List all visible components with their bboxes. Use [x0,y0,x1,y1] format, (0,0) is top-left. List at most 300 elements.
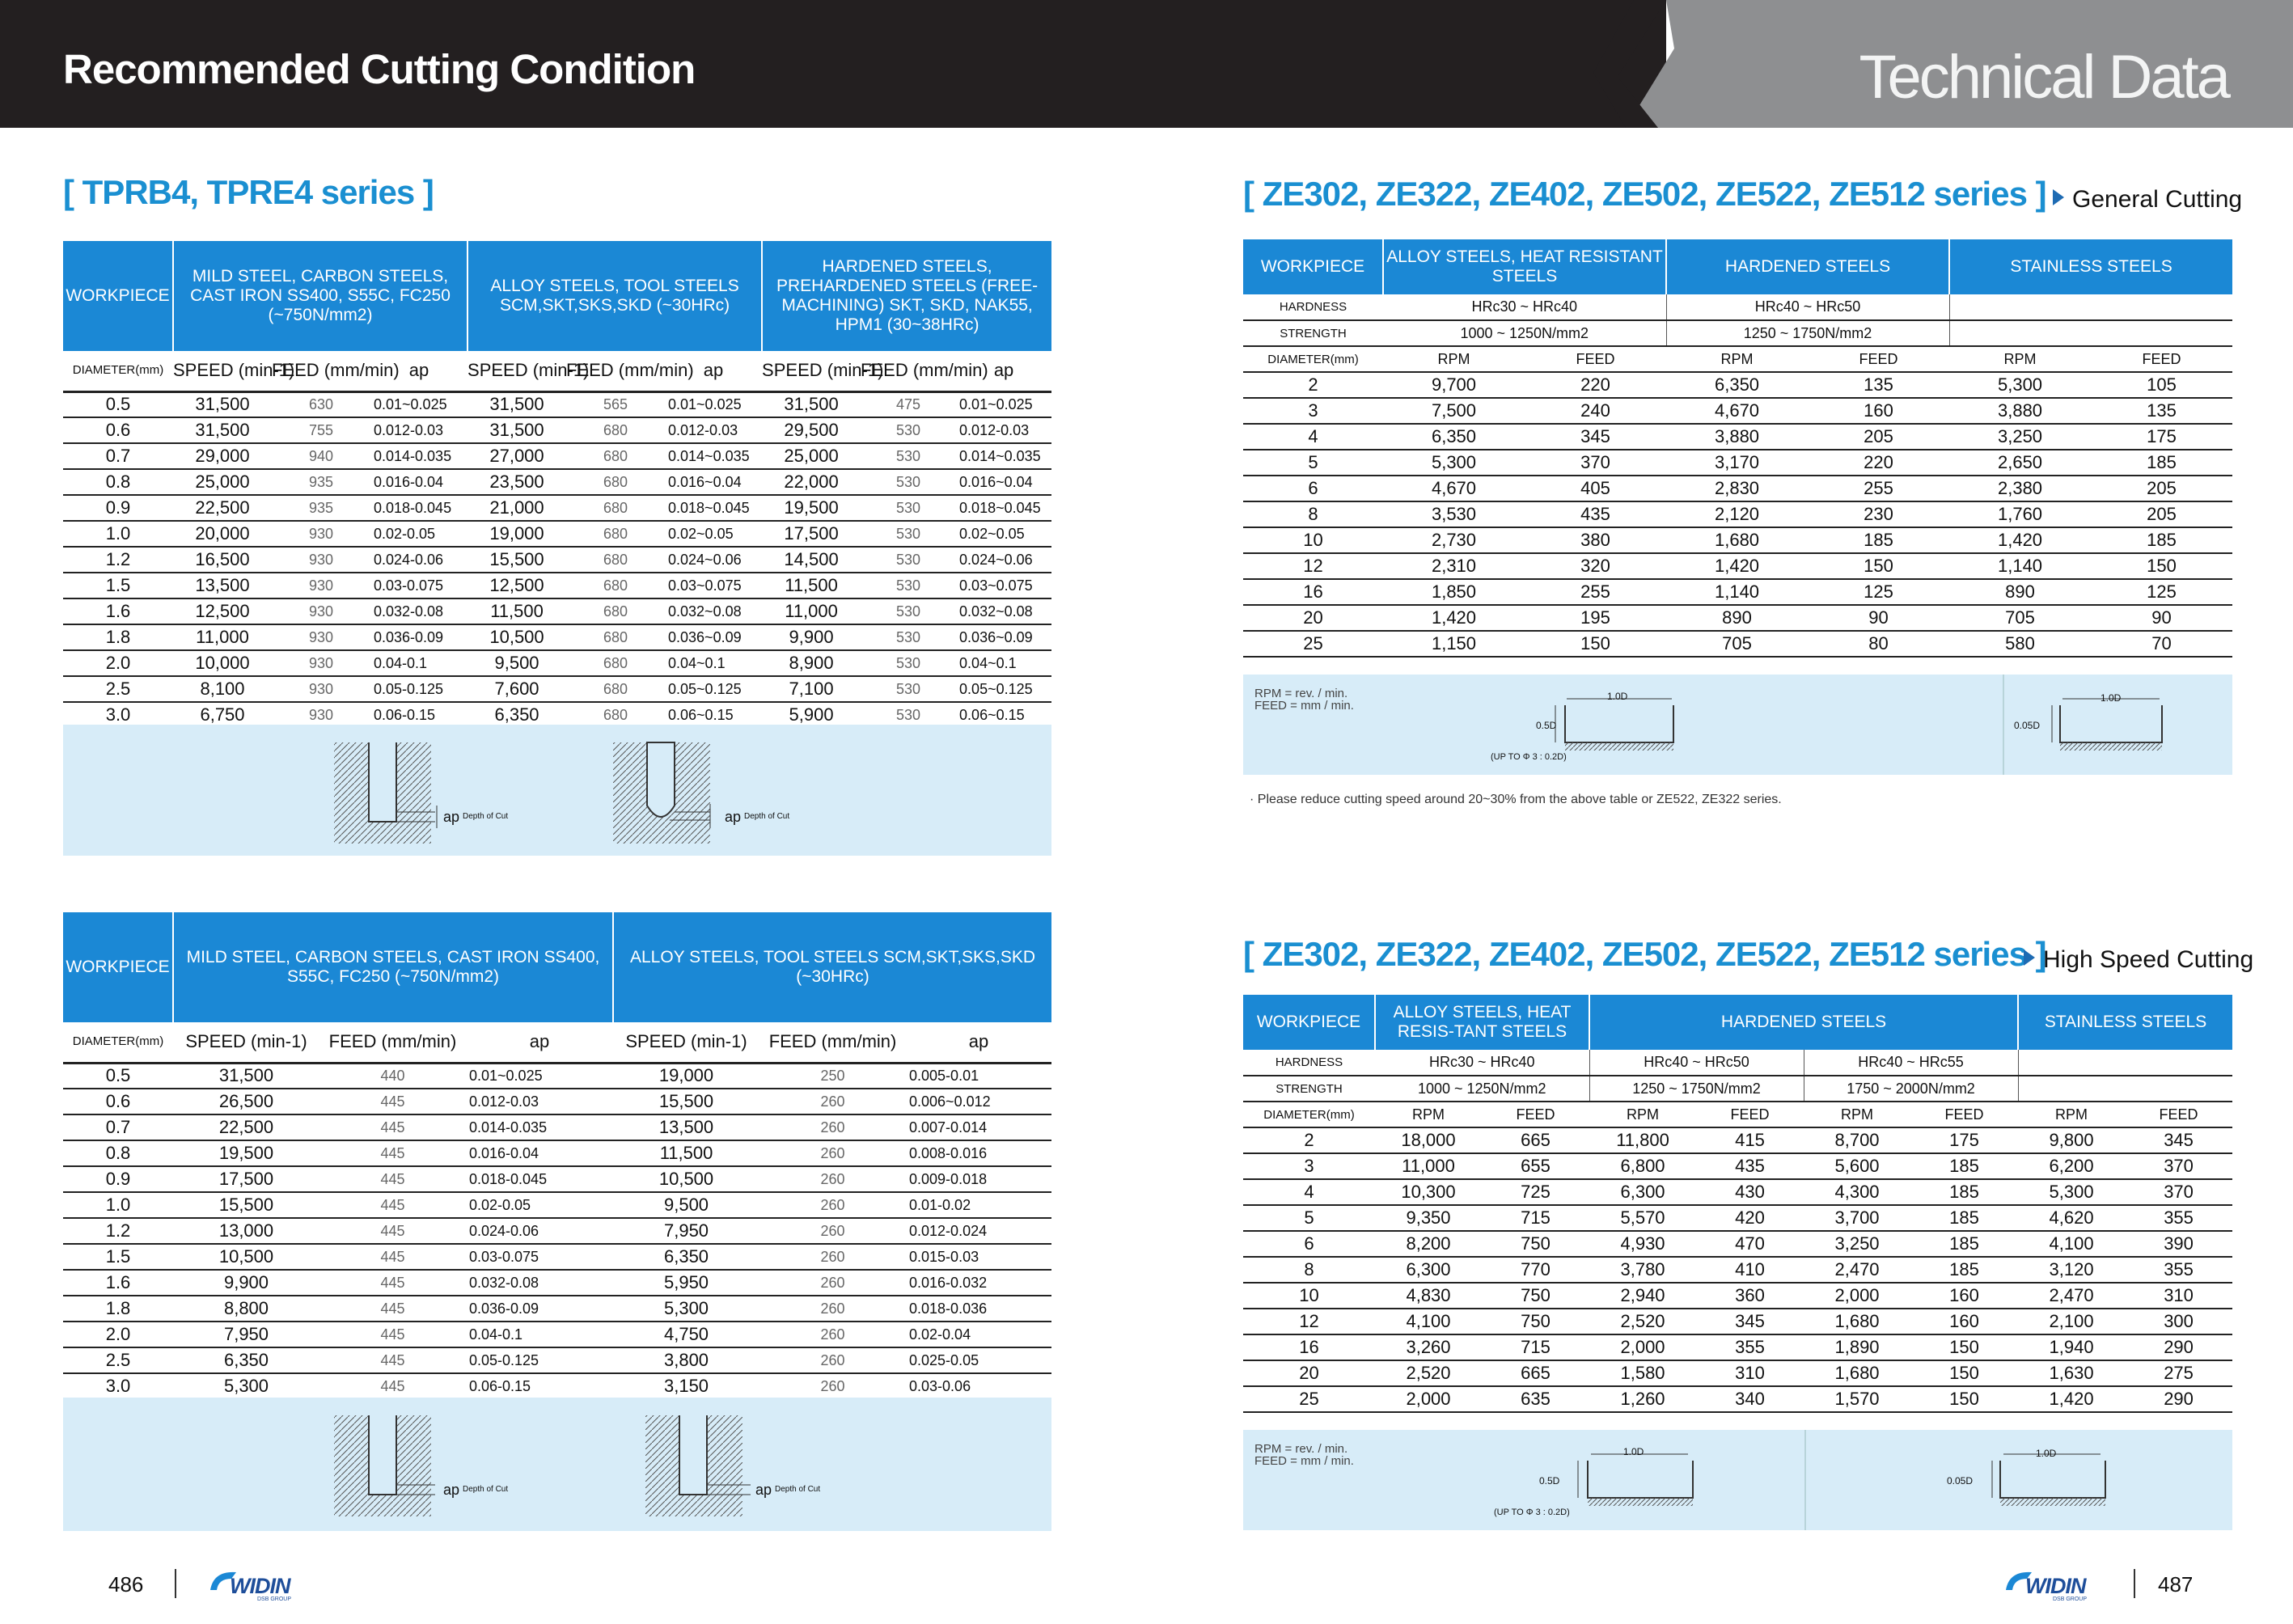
table-cell: 0.036-0.09 [370,624,467,650]
table-cell: 31,500 [467,417,566,443]
diameter-cell: 1.8 [63,624,173,650]
table-cell: 260 [759,1373,906,1399]
table-row [63,1322,1051,1347]
table-cell: 105 [2091,372,2232,398]
table-cell: 27,000 [467,443,566,469]
table-cell: 725 [1482,1179,1589,1205]
table-cell: 930 [272,650,370,676]
table-cell: 7,500 [1383,398,1525,424]
table-cell: 15,500 [467,547,566,573]
tprb4-diagram [63,725,1051,856]
table-cell: 4,100 [2018,1231,2125,1257]
table-cell: 445 [319,1244,466,1270]
table-cell: 11,000 [762,598,861,624]
col-header: ap [906,1022,1051,1063]
table-cell: 22,000 [762,469,861,495]
table-cell: 530 [861,702,956,728]
table-row [63,1166,1051,1192]
table-cell: 680 [566,650,665,676]
diameter-cell: 1.8 [63,1296,173,1322]
diameter-cell: 0.5 [63,391,173,417]
table-cell: 445 [319,1140,466,1166]
table-cell: 430 [1696,1179,1804,1205]
table-cell: 1,940 [2018,1334,2125,1360]
table-cell: 70 [2091,631,2232,657]
strength-value [2018,1076,2232,1102]
table-cell: 11,500 [613,1140,759,1166]
table-cell: 1,420 [1383,605,1525,631]
table-cell: 3,250 [1949,424,2091,450]
table-cell: 0.014-0.035 [466,1114,613,1140]
table-cell: 6,350 [1666,372,1808,398]
table-cell: 19,000 [613,1063,759,1089]
group-alloy-steel: ALLOY STEELS, HEAT RESIS-TANT STEELS [1375,995,1589,1050]
diameter-label: DIAMETER(mm) [63,351,173,391]
dim-005d: 0.05D [1947,1475,1974,1487]
table-cell: 0.05~0.125 [665,676,762,702]
col-header: RPM [1804,1102,1910,1127]
table-cell: 8,100 [173,676,272,702]
diameter-cell: 8 [1243,1257,1375,1283]
section-title-ze-general: [ ZE302, ZE322, ZE402, ZE502, ZE522, ZE512 series ] [1243,175,2046,213]
table-cell: 0.02-0.05 [370,521,467,547]
table-cell: 530 [861,443,956,469]
depth-of-cut-label: Depth of Cut [463,1485,509,1494]
hardness-label: HARDNESS [1243,1050,1375,1076]
group-mild-steel: MILD STEEL, CARBON STEELS, CAST IRON SS400, S55C, FC250 (~750N/mm2) [173,241,467,351]
table-cell: 3,530 [1383,501,1525,527]
section-label: Technical Data [1859,43,2228,112]
page-number-right: 487 [2158,1572,2194,1597]
dim-upto: (UP TO Φ 3 : 0.2D) [1491,752,1567,762]
diameter-cell: 4 [1243,424,1383,450]
col-header: SPEED (min-1) [173,351,272,391]
col-header: ap [370,351,467,391]
table-cell: 680 [566,676,665,702]
table-cell: 470 [1696,1231,1804,1257]
table-cell: 5,600 [1804,1153,1910,1179]
col-header: RPM [1666,346,1808,372]
diameter-cell: 10 [1243,527,1383,553]
table-cell: 205 [1808,424,1949,450]
strength-value: 1750 ~ 2000N/mm2 [1804,1076,2018,1102]
brand-name: WIDIN [2025,1574,2086,1598]
table-cell: 275 [2125,1360,2232,1386]
table-cell: 9,500 [613,1192,759,1218]
table-cell: 7,950 [613,1218,759,1244]
table-cell: 435 [1696,1153,1804,1179]
table-row [1243,1283,2232,1309]
table-cell: 20,000 [173,521,272,547]
table-row [1243,372,2232,398]
table-cell: 3,700 [1804,1205,1910,1231]
table-cell: 220 [1525,372,1666,398]
table-row [63,547,1051,573]
table-cell: 0.012-0.03 [956,417,1051,443]
table-cell: 29,500 [762,417,861,443]
group-hardened-steel: HARDENED STEELS [1666,239,1949,294]
table-cell: 0.05~0.125 [956,676,1051,702]
table-cell: 530 [861,676,956,702]
diameter-cell: 1.5 [63,1244,173,1270]
table-cell: 3,120 [2018,1257,2125,1283]
table-cell: 150 [1808,553,1949,579]
section-title-ze-highspeed: [ ZE302, ZE322, ZE402, ZE502, ZE522, ZE512 series ] [1243,935,2046,973]
table-cell: 0.014~0.035 [956,443,1051,469]
table-cell: 2,650 [1949,450,2091,476]
table-cell: 13,500 [613,1114,759,1140]
table-cell: 0.02~0.05 [665,521,762,547]
table-cell: 0.06-0.15 [466,1373,613,1399]
table-cell: 5,300 [1383,450,1525,476]
table-cell: 19,500 [173,1140,319,1166]
table-cell: 5,300 [613,1296,759,1322]
table-cell: 2,830 [1666,476,1808,501]
table-cell: 890 [1949,579,2091,605]
table-cell: 10,500 [613,1166,759,1192]
table-cell: 750 [1482,1309,1589,1334]
table-cell: 2,470 [2018,1283,2125,1309]
col-header: FEED [1910,1102,2018,1127]
table-cell: 185 [2091,450,2232,476]
table-row [63,1296,1051,1322]
table-cell: 0.014~0.035 [665,443,762,469]
col-header: RPM [1383,346,1525,372]
table-cell: 260 [759,1192,906,1218]
groove-diagram-icon [63,1398,1051,1531]
diameter-label: DIAMETER(mm) [1243,1102,1375,1127]
table-cell: 25,000 [762,443,861,469]
hardness-value: HRc30 ~ HRc40 [1383,294,1666,320]
table-cell: 1,260 [1589,1386,1696,1412]
table-cell: 10,000 [173,650,272,676]
diameter-cell: 0.5 [63,1063,173,1089]
table-cell: 175 [2091,424,2232,450]
diameter-cell: 10 [1243,1283,1375,1309]
table-cell: 0.03-0.06 [906,1373,1051,1399]
table-cell: 3,170 [1666,450,1808,476]
diameter-cell: 1.2 [63,547,173,573]
table-cell: 9,700 [1383,372,1525,398]
table-row [1243,1205,2232,1231]
table-cell: 0.06-0.15 [370,702,467,728]
table-cell: 31,500 [173,417,272,443]
table-cell: 930 [272,573,370,598]
table-cell: 0.015-0.03 [906,1244,1051,1270]
table-row [63,521,1051,547]
mode-label: High Speed Cutting [2043,946,2254,973]
table-row [1243,450,2232,476]
table-cell: 4,750 [613,1322,759,1347]
table-cell: 665 [1482,1360,1589,1386]
table-cell: 3,880 [1949,398,2091,424]
table-cell: 415 [1696,1127,1804,1153]
table-cell: 15,500 [173,1192,319,1218]
col-header: SPEED (min-1) [467,351,566,391]
table-cell: 195 [1525,605,1666,631]
table-cell: 2,730 [1383,527,1525,553]
table-cell: 360 [1696,1283,1804,1309]
table-cell: 0.04~0.1 [956,650,1051,676]
table-cell: 6,350 [173,1347,319,1373]
table-cell: 31,500 [762,391,861,417]
table-cell: 4,830 [1375,1283,1482,1309]
workpiece-label: WORKPIECE [1243,239,1383,294]
table-cell: 435 [1525,501,1666,527]
table-row [63,573,1051,598]
col-header: FEED [1482,1102,1589,1127]
table-cell: 6,750 [173,702,272,728]
diameter-cell: 3 [1243,1153,1375,1179]
speed-footnote: · Please reduce cutting speed around 20~30% from the above table or ZE522, ZE322 series. [1250,793,1782,806]
table-cell: 1,580 [1589,1360,1696,1386]
table-cell: 2,120 [1666,501,1808,527]
table-cell: 0.03-0.075 [466,1244,613,1270]
diameter-cell: 0.8 [63,469,173,495]
table-cell: 4,670 [1666,398,1808,424]
table-cell: 8,700 [1804,1127,1910,1153]
table-cell: 290 [2125,1334,2232,1360]
table-row [63,443,1051,469]
col-header: RPM [1589,1102,1696,1127]
table-cell: 0.005-0.01 [906,1063,1051,1089]
diameter-cell: 5 [1243,1205,1375,1231]
triangle-right-icon [2053,189,2064,205]
depth-of-cut-label: Depth of Cut [775,1485,821,1494]
diameter-cell: 25 [1243,1386,1375,1412]
table-cell: 185 [2091,527,2232,553]
table-cell: 0.03-0.075 [370,573,467,598]
table-cell: 750 [1482,1231,1589,1257]
group-stainless-steel: STAINLESS STEELS [1949,239,2232,294]
diameter-cell: 2.5 [63,676,173,702]
table-cell: 0.03~0.075 [956,573,1051,598]
table-cell: 0.016-0.032 [906,1270,1051,1296]
table-cell: 6,200 [2018,1153,2125,1179]
table-cell: 705 [1666,631,1808,657]
table-cell: 680 [566,521,665,547]
diameter-cell: 0.6 [63,1089,173,1114]
col-header: SPEED (min-1) [613,1022,759,1063]
table-cell: 445 [319,1347,466,1373]
table-cell: 1,420 [1666,553,1808,579]
table-cell: 0.018~0.045 [956,495,1051,521]
table-cell: 260 [759,1166,906,1192]
table-cell: 530 [861,624,956,650]
diameter-cell: 3.0 [63,702,173,728]
table-row [1243,1179,2232,1205]
diameter-cell: 0.7 [63,1114,173,1140]
table-cell: 31,500 [467,391,566,417]
table-cell: 680 [566,417,665,443]
table-row [63,650,1051,676]
table-cell: 1,140 [1949,553,2091,579]
table-cell: 320 [1525,553,1666,579]
table-cell: 930 [272,547,370,573]
table-cell: 1,850 [1383,579,1525,605]
table-cell: 445 [319,1114,466,1140]
table-cell: 930 [272,702,370,728]
table-cell: 185 [1910,1153,2018,1179]
table-cell: 0.04~0.1 [665,650,762,676]
table-cell: 4,300 [1804,1179,1910,1205]
table-cell: 5,300 [173,1373,319,1399]
table-cell: 410 [1696,1257,1804,1283]
table-cell: 1,680 [1804,1360,1910,1386]
table-cell: 3,250 [1804,1231,1910,1257]
table-cell: 1,570 [1804,1386,1910,1412]
table-row [63,1373,1051,1399]
col-header: FEED [1808,346,1949,372]
table-cell: 2,470 [1804,1257,1910,1283]
diameter-cell: 1.2 [63,1218,173,1244]
table-cell: 0.016~0.04 [956,469,1051,495]
table-cell: 445 [319,1089,466,1114]
table-cell: 0.032~0.08 [665,598,762,624]
table-cell: 0.04-0.1 [466,1322,613,1347]
table-cell: 125 [1808,579,1949,605]
page-number-left: 486 [108,1572,144,1597]
table-row [1243,1153,2232,1179]
table-cell: 0.036~0.09 [665,624,762,650]
table-cell: 185 [1910,1231,2018,1257]
table-cell: 530 [861,573,956,598]
table-cell: 160 [1808,398,1949,424]
table-cell: 0.007-0.014 [906,1114,1051,1140]
table-cell: 580 [1949,631,2091,657]
table-row [1243,527,2232,553]
tprb4-table [63,241,1051,729]
pocket-diagram-icon [1243,1430,2232,1530]
table-row [63,469,1051,495]
table-cell: 19,500 [762,495,861,521]
diameter-cell: 1.0 [63,1192,173,1218]
table-cell: 2,310 [1383,553,1525,579]
table-cell: 6,350 [613,1244,759,1270]
table-cell: 125 [2091,579,2232,605]
table-cell: 2,380 [1949,476,2091,501]
table-cell: 150 [2091,553,2232,579]
table-cell: 1,890 [1804,1334,1910,1360]
diameter-cell: 2.0 [63,650,173,676]
hardness-value [2018,1050,2232,1076]
diameter-label: DIAMETER(mm) [63,1022,173,1063]
table-cell: 230 [1808,501,1949,527]
table-cell: 890 [1666,605,1808,631]
table-cell: 11,500 [467,598,566,624]
table-cell: 930 [272,624,370,650]
table-cell: 0.032-0.08 [466,1270,613,1296]
table-cell: 530 [861,547,956,573]
table-cell: 930 [272,676,370,702]
table-cell: 6,350 [1383,424,1525,450]
hardness-value [1949,294,2232,320]
table-cell: 21,000 [467,495,566,521]
col-header: SPEED (min-1) [173,1022,319,1063]
table-cell: 260 [759,1322,906,1347]
table-cell: 345 [2125,1127,2232,1153]
col-header: FEED (mm/min) [272,351,370,391]
table-cell: 680 [566,495,665,521]
col-header: ap [466,1022,613,1063]
ze-general-table [1243,239,2232,658]
strength-value: 1250 ~ 1750N/mm2 [1666,320,1949,346]
table-cell: 445 [319,1296,466,1322]
table-row [63,598,1051,624]
ze-general-diagram [1243,675,2232,775]
table-cell: 160 [1910,1283,2018,1309]
table-cell: 9,350 [1375,1205,1482,1231]
footer-divider [2134,1569,2135,1598]
table-cell: 0.016-0.04 [370,469,467,495]
page-title: Recommended Cutting Condition [63,46,696,92]
col-header: FEED (mm/min) [861,351,956,391]
table-cell: 8,800 [173,1296,319,1322]
table-cell: 0.05-0.125 [466,1347,613,1373]
table-cell: 0.01~0.025 [956,391,1051,417]
table-row [63,1347,1051,1373]
table-cell: 160 [1910,1309,2018,1334]
strength-label: STRENGTH [1243,320,1383,346]
table-cell: 260 [759,1089,906,1114]
table-cell: 940 [272,443,370,469]
table-row [1243,1231,2232,1257]
table-cell: 11,800 [1589,1127,1696,1153]
col-header: SPEED (min-1) [762,351,861,391]
table-cell: 150 [1910,1386,2018,1412]
table-cell: 1,150 [1383,631,1525,657]
table-cell: 0.016-0.04 [466,1140,613,1166]
table-cell: 530 [861,521,956,547]
mode-high-speed-cutting [2024,946,2253,974]
table-cell: 9,900 [762,624,861,650]
table-cell: 1,630 [2018,1360,2125,1386]
table-cell: 10,300 [1375,1179,1482,1205]
table-cell: 715 [1482,1334,1589,1360]
diameter-cell: 1.0 [63,521,173,547]
table-cell: 205 [2091,476,2232,501]
col-header: FEED [2125,1102,2232,1127]
strength-value: 1250 ~ 1750N/mm2 [1589,1076,1804,1102]
widin-logo [207,1566,312,1605]
diameter-cell: 12 [1243,553,1383,579]
ap-label: ap [443,1482,460,1498]
col-header: ap [956,351,1051,391]
table-cell: 290 [2125,1386,2232,1412]
diameter-cell: 4 [1243,1179,1375,1205]
table-row [1243,1309,2232,1334]
table-cell: 17,500 [173,1166,319,1192]
strength-value [1949,320,2232,346]
table-cell: 445 [319,1218,466,1244]
diameter-cell: 16 [1243,579,1383,605]
table-cell: 6,800 [1589,1153,1696,1179]
dim-upto: (UP TO Φ 3 : 0.2D) [1494,1508,1570,1517]
table-row [1243,631,2232,657]
table-cell: 440 [319,1063,466,1089]
group-alloy-steel: ALLOY STEELS, TOOL STEELS SCM,SKT,SKS,SKD (~30HRc) [613,912,1051,1022]
table-cell: 445 [319,1166,466,1192]
table-cell: 9,500 [467,650,566,676]
feed-note: FEED = mm / min. [1254,699,1354,713]
table-cell: 185 [1910,1179,2018,1205]
table-row [63,1140,1051,1166]
group-alloy-steel: ALLOY STEELS, TOOL STEELS SCM,SKT,SKS,SKD (~30HRc) [467,241,762,351]
table-cell: 680 [566,573,665,598]
table-cell: 2,000 [1375,1386,1482,1412]
col-header: FEED [1696,1102,1804,1127]
table-cell: 22,500 [173,1114,319,1140]
